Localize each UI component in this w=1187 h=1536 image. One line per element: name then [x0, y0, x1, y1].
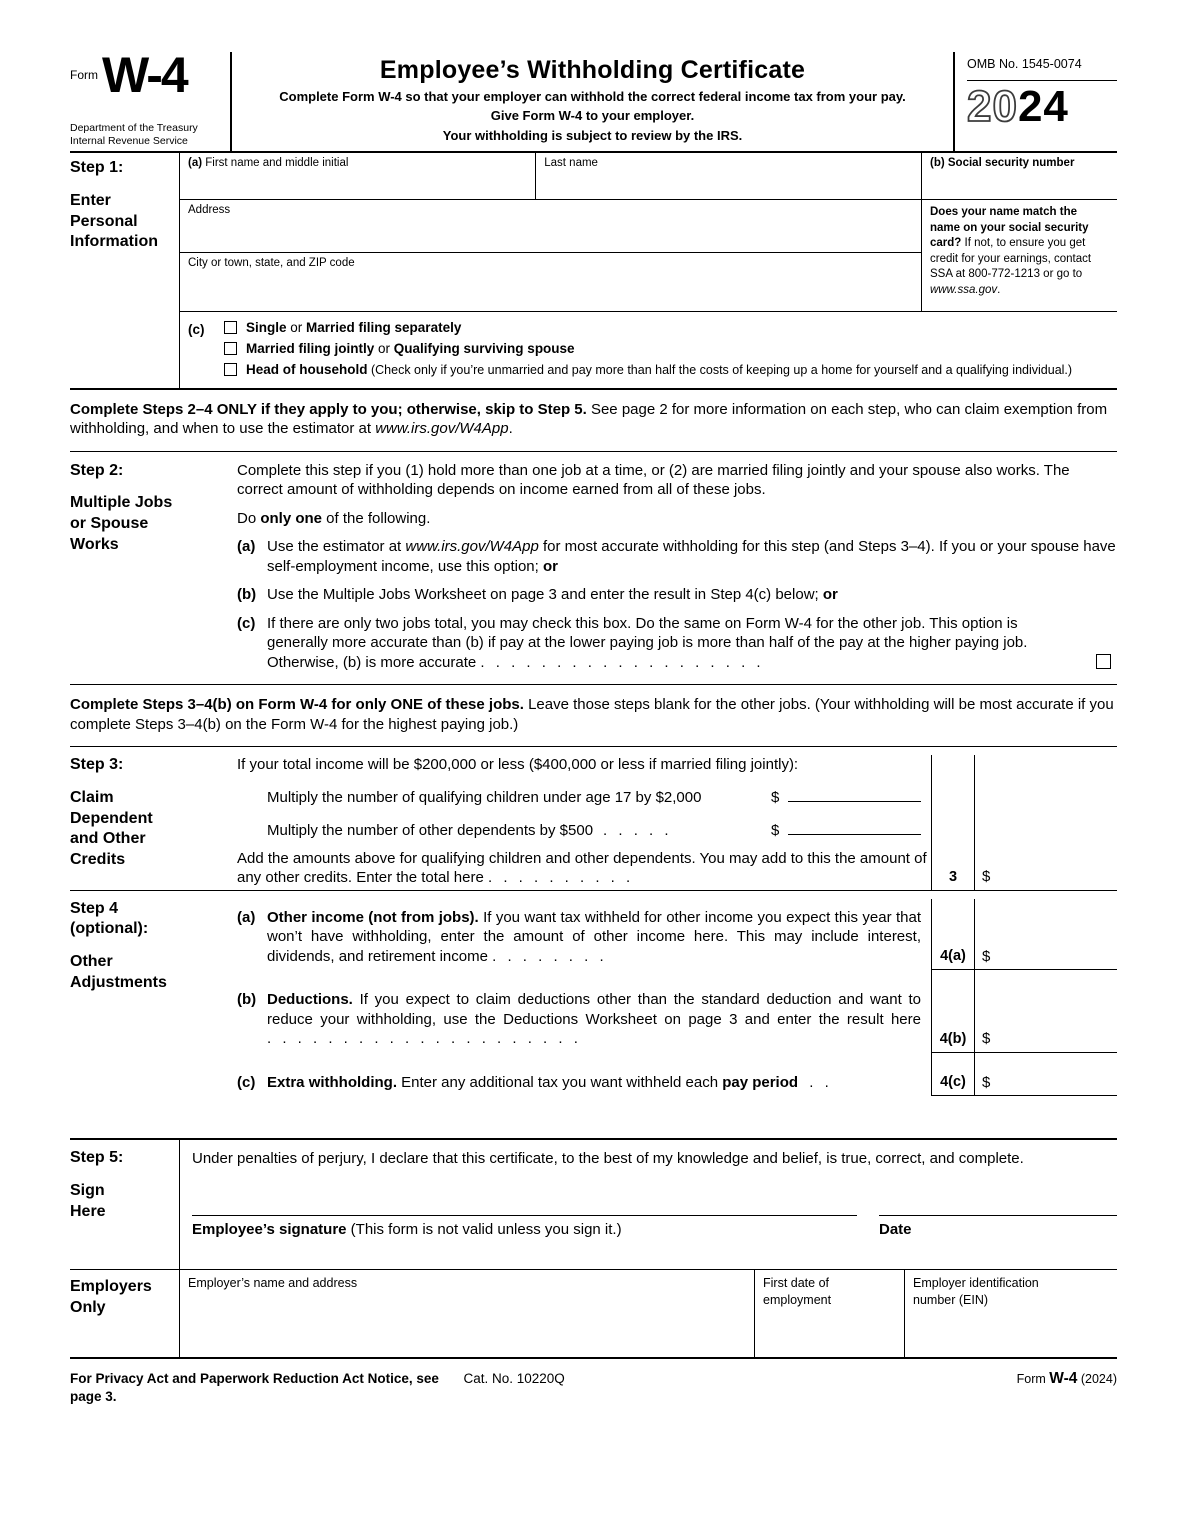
step4b-body-text: If you expect to claim deductions other than the standard deduction and want to reduce your withholding, use the Deductions Worksheet on page 3 and enter the result here	[267, 991, 921, 1028]
filing-option-head-of-household	[224, 362, 1072, 378]
steps-2-4-note-bold: Complete Steps 2–4 ONLY if they apply to you; otherwise, skip to Step 5.	[70, 400, 587, 418]
step2-c-dot-leader: . . . . . . . . . . . . . . . . . . .	[480, 653, 761, 671]
step3-other-dependents-content	[237, 810, 931, 843]
step2-do-line	[237, 509, 1117, 529]
form-subtitle-3: Your withholding is subject to review by the IRS.	[442, 127, 743, 143]
step2-item-a-text	[267, 537, 1117, 576]
signature-label-bold: Employee’s signature	[192, 1220, 347, 1238]
filing-opt2-bold1: Married filing jointly	[246, 341, 375, 357]
step2-subtitle-line2: or Spouse	[70, 515, 149, 533]
page-footer	[70, 1359, 1117, 1405]
ssn-field[interactable]	[922, 153, 1117, 200]
step4b-amount-field[interactable]	[975, 970, 1117, 1053]
step4c-dollar-sign: $	[982, 1073, 991, 1091]
date-field[interactable]	[879, 1215, 1117, 1270]
step4c-content	[237, 1053, 931, 1097]
filing-status-row	[180, 312, 1117, 388]
step4a-tag: (a)	[237, 908, 256, 926]
step4c-amount-field[interactable]	[975, 1053, 1117, 1097]
form-word: Form	[70, 68, 98, 82]
filing-option-head-of-household-label	[246, 362, 1072, 378]
ein-label-line1: Employer identification	[913, 1276, 1039, 1291]
step2-section	[70, 452, 1117, 685]
step3-children-row	[237, 777, 1117, 810]
form-identity	[70, 47, 230, 151]
step5-subtitle	[70, 1181, 173, 1223]
step1-label-column	[70, 153, 180, 388]
ssa-note-bold: Does your name match the name on your social security card?	[930, 206, 1089, 250]
step1-subtitle-line2: Personal	[70, 212, 138, 230]
step3-children-text: Multiply the number of qualifying children under age 17 by $2,000	[267, 789, 702, 807]
steps-3-4-note-text: Leave those steps blank for the other jobs. (Your withholding will be most accurate if you complete Steps 3–4(b) on the Form W-4 for the highest paying job.)	[70, 696, 1114, 733]
step4b-text	[267, 990, 921, 1049]
step3-total-dollar-sign: $	[982, 868, 991, 886]
filing-opt3-rest: (Check only if you’re unmarried and pay more than half the costs of keeping up a home for yourself and a qualifying individual.)	[367, 363, 1073, 378]
form-subtitle-1: Complete Form W-4 so that your employer can withhold the correct federal income tax from your pay.	[279, 88, 906, 104]
step1-field-grid	[180, 153, 1117, 312]
step4a-text	[267, 908, 921, 967]
step3-children-line	[237, 777, 921, 810]
step4b-dollar-sign: $	[982, 1030, 991, 1048]
step2-intro: Complete this step if you (1) hold more than one job at a time, or (2) are married filing jointly and your spouse also works. The correct amount of withholding depends on income earned from all of these jobs.	[237, 461, 1070, 499]
step2-item-b	[237, 585, 1117, 605]
employee-signature-field[interactable]	[192, 1215, 857, 1270]
filing-opt3-bold: Head of household	[246, 362, 368, 378]
ssa-gov-link[interactable]: www.ssa.gov	[930, 283, 998, 296]
omb-year-block	[955, 52, 1117, 151]
step4-subtitle-line2: Adjustments	[70, 973, 167, 991]
step5-body	[180, 1140, 1117, 1269]
step2-item-c-tag: (c)	[237, 614, 256, 632]
footer-form-word: Form	[1016, 1372, 1050, 1387]
steps-3-4-note	[70, 685, 1117, 746]
ssa-note-end: .	[997, 283, 1001, 296]
step2-a-pre: Use the estimator at	[267, 538, 406, 556]
step3-subtitle-line4: Credits	[70, 851, 126, 869]
step4b-row	[237, 970, 1117, 1053]
employment-date-label-line2: employment	[763, 1292, 832, 1307]
step4-subtitle	[70, 952, 225, 994]
step4b-content	[237, 970, 931, 1053]
step3-subtitle-line1: Claim	[70, 788, 114, 806]
step3-amt-spacer-2	[975, 777, 1117, 810]
form-footer-id	[724, 1369, 1118, 1389]
city-state-zip-label: City or town, state, and ZIP code	[188, 257, 355, 269]
signature-row	[192, 1215, 1117, 1270]
step3-num-spacer-1	[931, 755, 975, 777]
step3-body	[237, 755, 1117, 890]
steps-2-4-note-end: .	[508, 420, 513, 438]
step2-subtitle	[70, 493, 225, 555]
agency-line-1: Department of the Treasury	[70, 121, 198, 134]
step2-a-or: or	[542, 557, 558, 575]
step1-subtitle	[70, 191, 173, 253]
name-row	[180, 153, 921, 200]
filing-option-single	[224, 320, 1072, 336]
step4b-tag: (b)	[237, 991, 257, 1009]
form-year	[967, 82, 1117, 132]
step1-name-address-fields	[180, 153, 921, 311]
signature-label-rest: (This form is not valid unless you sign it.)	[346, 1220, 622, 1238]
step4-item-a	[237, 908, 921, 971]
step3-children-content	[237, 777, 931, 810]
omb-number: OMB No. 1545-0074	[967, 54, 1117, 81]
pre-step5-spacer	[70, 1096, 1117, 1138]
step3-other-dependents-line	[237, 810, 921, 843]
ein-field[interactable]	[905, 1270, 1117, 1357]
filing-option-single-label	[246, 320, 461, 336]
step5-label-column	[70, 1140, 180, 1269]
agency-lines	[70, 122, 224, 148]
step4a-bold: Other income (not from jobs).	[267, 908, 479, 926]
step3-section	[70, 746, 1117, 891]
form-subtitle-2: Give Form W-4 to your employer.	[490, 108, 695, 123]
step2-item-c-text	[267, 614, 1117, 673]
form-header	[70, 47, 1117, 151]
step3-subtitle-line3: and Other	[70, 830, 146, 848]
step1-section	[70, 153, 1117, 390]
step3-amt-spacer-1	[975, 755, 1117, 777]
step2-body	[237, 461, 1117, 673]
step3-intro-row	[237, 755, 1117, 777]
step4c-bold2: pay period	[722, 1073, 799, 1091]
footer-form-number: W-4	[1049, 1370, 1078, 1388]
filing-opt1-or: or	[286, 320, 307, 335]
form-number: W-4	[102, 47, 187, 103]
step3-other-dollar-sign: $	[771, 822, 780, 840]
step4c-dot-leader: . .	[798, 1073, 829, 1091]
step4a-body-text: If you want tax withheld for other income you expect this year that won’t have withholding, enter the amount of other income here. This may include interest, dividends, and retirement income	[267, 908, 921, 965]
step2-b-text: Use the Multiple Jobs Worksheet on page 3 and enter the result in Step 4(c) below;	[267, 586, 823, 604]
filing-status-options	[224, 320, 1072, 379]
filing-opt1-bold2: Married filing separately	[306, 320, 462, 335]
filing-opt2-bold2: Qualifying surviving spouse	[393, 341, 575, 357]
step4c-tag: (c)	[237, 1073, 256, 1091]
steps-2-4-note-text: See page 2 for more information on each step, who can claim exemption from withholding, and when to use the estimator at	[70, 400, 1108, 438]
first-name-label: First name and middle initial	[202, 157, 349, 169]
checkbox-married-filing-jointly[interactable]	[224, 342, 237, 355]
step4-title-optional: (optional):	[70, 920, 149, 938]
step2-item-b-tag: (b)	[237, 586, 257, 604]
step4-label-column	[70, 899, 237, 1097]
step2-subtitle-line1: Multiple Jobs	[70, 494, 173, 512]
ssa-note	[922, 200, 1117, 303]
ssn-label: Social security number	[944, 157, 1075, 169]
step1-subtitle-line1: Enter	[70, 191, 111, 209]
employment-date-label-line1: First date of	[763, 1276, 829, 1291]
catalog-number: Cat. No. 10220Q	[463, 1371, 565, 1387]
step3-other-dependents-text: Multiply the number of other dependents by $500	[267, 822, 594, 840]
privacy-act-notice: For Privacy Act and Paperwork Reduction Act Notice, see page 3.	[70, 1371, 439, 1404]
step3-total-content	[237, 843, 931, 890]
form-number-block	[70, 47, 224, 103]
agency-line-2: Internal Revenue Service	[70, 134, 188, 147]
address-field[interactable]	[180, 200, 921, 253]
step4-section	[70, 891, 1117, 1097]
form-title: Employee’s Withholding Certificate	[379, 56, 806, 84]
step3-intro: If your total income will be $200,000 or less ($400,000 or less if married filing jointly):	[237, 756, 799, 774]
step3-label-column	[70, 755, 237, 890]
step2-item-a-tag: (a)	[237, 538, 256, 556]
employers-label-line1: Employers	[70, 1278, 152, 1296]
step3-subtitle-line2: Dependent	[70, 809, 153, 827]
filing-opt2-or: or	[374, 341, 394, 357]
form-year-outline: 20	[967, 82, 1018, 132]
w4app-link[interactable]: www.irs.gov/W4App	[375, 420, 509, 438]
step4a-line-number: 4(a)	[931, 899, 975, 971]
step2-do-bold: only one	[260, 509, 323, 527]
step1-title: Step 1:	[70, 159, 124, 176]
step2-subtitle-line3: Works	[70, 535, 119, 553]
signature-write-area[interactable]	[192, 1169, 1117, 1215]
step4a-amount-field[interactable]	[975, 899, 1117, 971]
step2-b-or: or	[822, 586, 838, 604]
step4b-line-number: 4(b)	[931, 970, 975, 1053]
step4c-body-text: Enter any additional tax you want withheld each	[397, 1073, 723, 1091]
step4c-text	[267, 1073, 921, 1093]
steps-2-4-note	[70, 390, 1117, 451]
step2-c-text: If there are only two jobs total, you may check this box. Do the same on Form W-4 for the other job. This option is generally more accurate than (b) if pay at the lower paying job is more than half of the pay at the higher paying job. Otherwise, (b) is more accurate	[267, 614, 1028, 671]
first-name-field[interactable]	[180, 153, 535, 199]
step5-subtitle-line1: Sign	[70, 1181, 105, 1199]
step3-num-spacer-2	[931, 777, 975, 810]
last-name-label: Last name	[544, 157, 598, 169]
steps-3-4-note-bold: Complete Steps 3–4(b) on Form W-4 for only ONE of these jobs.	[70, 696, 524, 714]
city-state-zip-field[interactable]	[180, 253, 921, 311]
step3-children-amount	[771, 786, 921, 808]
filing-status-tag: (c)	[188, 322, 205, 337]
other-dependents-amount-field[interactable]	[788, 819, 921, 836]
step4b-dot-leader: . . . . . . . . . . . . . . . . . . . . .	[267, 1030, 578, 1048]
step4b-bold: Deductions.	[267, 991, 353, 1009]
step3-other-dot-leader: . . . . .	[603, 822, 669, 840]
step2-item-a	[237, 537, 1117, 576]
step5-subtitle-line2: Here	[70, 1202, 106, 1220]
step4a-dot-leader: . . . . . . . .	[492, 947, 604, 965]
step4-title: Step 4	[70, 899, 119, 917]
step3-subtitle	[70, 788, 225, 871]
step3-title: Step 3:	[70, 756, 124, 774]
address-label: Address	[188, 204, 231, 216]
ssa-note-text: If not, to ensure you get credit for your earnings, contact SSA at 800-772-1213 or go to	[930, 237, 1092, 281]
filing-opt1-bold1: Single	[246, 320, 287, 335]
employer-name-address-field[interactable]	[180, 1270, 755, 1357]
first-date-of-employment-field[interactable]	[755, 1270, 905, 1357]
form-year-solid: 24	[1017, 82, 1069, 132]
step3-line-number: 3	[931, 843, 975, 890]
qualifying-children-amount-field[interactable]	[788, 786, 921, 803]
checkbox-two-jobs-total[interactable]	[1096, 654, 1111, 669]
perjury-statement: Under penalties of perjury, I declare that this certificate, to the best of my knowledge and belief, is true, correct, and complete.	[192, 1150, 1024, 1168]
employers-only-label	[70, 1270, 180, 1357]
step3-children-dollar-sign: $	[771, 789, 780, 807]
step1-subtitle-line3: Information	[70, 233, 158, 251]
step2-item-c	[237, 614, 1117, 673]
step3-total-row	[237, 843, 1117, 890]
step3-num-spacer-3	[931, 810, 975, 843]
step3-total-text: Add the amounts above for qualifying children and other dependents. You may add to this the amount of any other credits. Enter the total here	[237, 849, 927, 887]
footer-form-year: (2024)	[1077, 1372, 1117, 1387]
step2-do-pre: Do	[237, 509, 261, 527]
step4a-row	[237, 899, 1117, 971]
date-label: Date	[879, 1220, 912, 1238]
first-name-tag: (a)	[188, 157, 203, 169]
filing-option-married-jointly-label	[246, 341, 575, 357]
employer-name-address-label: Employer’s name and address	[188, 1276, 358, 1291]
step4-item-c	[237, 1062, 921, 1097]
checkbox-single-or-married-filing-separately[interactable]	[224, 321, 237, 334]
step1-body	[180, 153, 1117, 388]
step2-title: Step 2:	[70, 461, 124, 479]
step4a-content	[237, 899, 931, 971]
step2-a-mid: for most accurate withholding for this step (and Steps 3–4). If you or your spouse have self-employment income, use this option;	[267, 538, 1116, 575]
step5-title: Step 5:	[70, 1149, 124, 1167]
step3-other-amount	[771, 819, 921, 841]
step4c-row	[237, 1053, 1117, 1097]
step2-item-b-text	[267, 585, 1117, 605]
step3-total-dot-leader: . . . . . . . . . .	[487, 869, 631, 887]
step4-subtitle-line1: Other	[70, 953, 113, 971]
step4-body	[237, 899, 1117, 1097]
step2-label-column	[70, 461, 237, 673]
step3-other-dependents-row	[237, 810, 1117, 843]
ssn-tag: (b)	[930, 157, 945, 169]
step5-section	[70, 1138, 1117, 1269]
step1-right-column	[921, 153, 1117, 311]
employers-label-line2: Only	[70, 1298, 106, 1316]
step2-do-post: of the following.	[322, 509, 431, 527]
step2-w4app-link[interactable]: www.irs.gov/W4App	[405, 538, 539, 556]
step4c-bold: Extra withholding.	[267, 1073, 397, 1091]
step4c-line-number: 4(c)	[931, 1053, 975, 1097]
step4-item-b	[237, 979, 921, 1053]
step3-total-amount-field[interactable]	[975, 843, 1117, 890]
step4a-dollar-sign: $	[982, 947, 991, 965]
ein-label-line2: number (EIN)	[913, 1292, 989, 1307]
form-title-block	[230, 52, 955, 151]
filing-option-married-jointly	[224, 341, 1072, 357]
checkbox-head-of-household[interactable]	[224, 363, 237, 376]
step3-amt-spacer-3	[975, 810, 1117, 843]
last-name-field[interactable]	[535, 153, 921, 199]
employers-only-section	[70, 1269, 1117, 1359]
